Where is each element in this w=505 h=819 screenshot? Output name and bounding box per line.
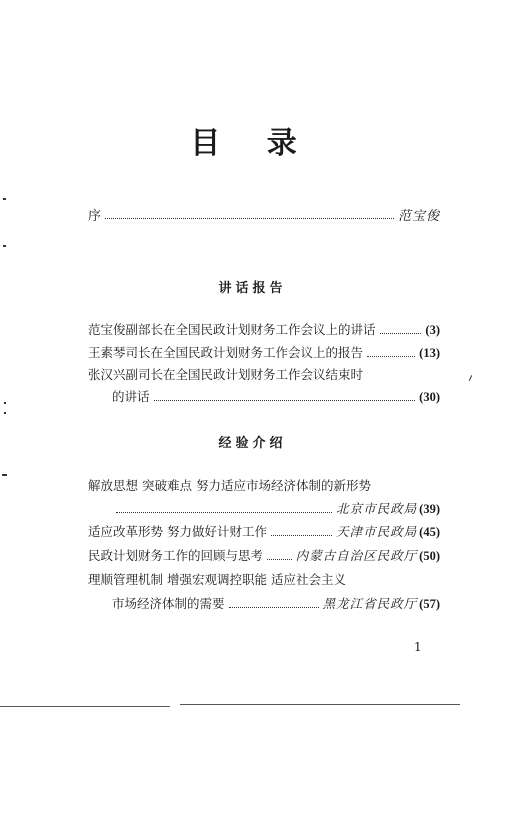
toc-entry[interactable]: [112, 594, 440, 612]
section-heading-speeches: 讲话报告: [218, 281, 287, 296]
scan-artifact: [3, 198, 6, 200]
dot-leader: [380, 333, 422, 334]
toc-entry[interactable]: [88, 522, 440, 540]
toc-entry[interactable]: [88, 343, 440, 361]
entry-page: (30): [419, 390, 440, 404]
entry-title-line1[interactable]: 解放思想 突破难点 努力适应市场经济体制的新形势: [88, 478, 371, 493]
entry-author: 天津市民政局: [336, 524, 418, 539]
scan-artifact: [4, 402, 6, 404]
entry-title: 王素琴司长在全国民政计划财务工作会议上的报告: [88, 345, 364, 360]
toc-entry[interactable]: [88, 546, 440, 564]
page-title: 目 录: [190, 126, 315, 161]
page-edge-line: [180, 704, 460, 705]
page-edge-line: [0, 706, 170, 707]
entry-title-line2: 的讲话: [112, 389, 150, 404]
scan-artifact: [2, 474, 7, 476]
entry-page: (57): [419, 597, 440, 611]
dot-leader: [271, 535, 332, 536]
preface-author: 范宝俊: [397, 209, 440, 224]
dot-leader: [154, 400, 416, 401]
entry-title-line2: 市场经济体制的需要: [112, 596, 225, 611]
entry-page: (45): [419, 525, 440, 539]
entry-page: (39): [419, 502, 440, 516]
dot-leader: [105, 218, 394, 219]
scan-artifact: [4, 412, 6, 414]
entry-page: (13): [419, 346, 440, 360]
entry-title: 民政计划财务工作的回顾与思考: [88, 548, 264, 563]
entry-page: (50): [419, 549, 440, 563]
entry-author: 内蒙古自治区民政厅: [295, 548, 418, 563]
entry-title: 范宝俊副部长在全国民政计划财务工作会议上的讲话: [88, 322, 376, 337]
preface-label: 序: [88, 209, 102, 224]
dot-leader: [229, 607, 319, 608]
page-number: 1: [414, 640, 422, 654]
entry-title-line1[interactable]: 理顺管理机制 增强宏观调控职能 适应社会主义: [88, 572, 346, 587]
dot-leader: [367, 356, 415, 357]
preface-entry[interactable]: [88, 205, 440, 224]
toc-entry[interactable]: [112, 387, 440, 405]
toc-entry[interactable]: [112, 499, 440, 517]
entry-author: 黑龙江省民政厅: [322, 596, 418, 611]
dot-leader: [267, 559, 292, 560]
dot-leader: [116, 512, 332, 513]
entry-author: 北京市民政局: [336, 501, 418, 516]
toc-entry[interactable]: [88, 320, 440, 338]
section-heading-experience: 经验介绍: [218, 436, 287, 451]
entry-page: (3): [425, 323, 440, 337]
entry-title-line1[interactable]: 张汉兴副司长在全国民政计划财务工作会议结束时: [88, 367, 364, 382]
scan-artifact: [469, 375, 472, 381]
entry-title: 适应改革形势 努力做好计财工作: [88, 524, 267, 539]
scan-artifact: [3, 245, 6, 247]
